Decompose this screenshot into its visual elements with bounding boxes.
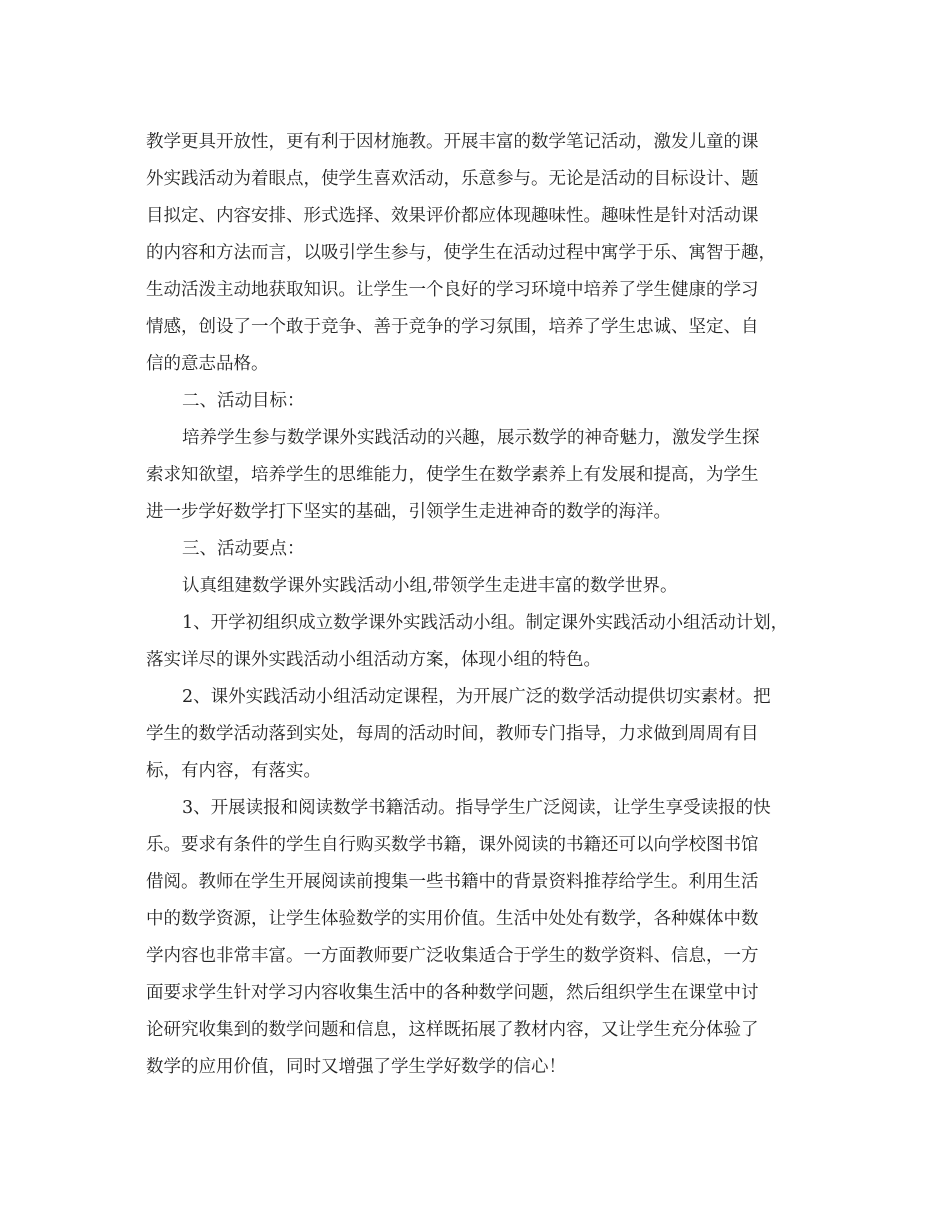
section-heading: 三、活动要点：	[182, 539, 305, 559]
body-line: 培养学生参与数学课外实践活动的兴趣，展示数学的神奇魅力，激发学生探	[182, 428, 760, 448]
body-line: 学生的数学活动落到实处，每周的活动时间，教师专门指导，力求做到周周有目	[146, 724, 759, 744]
body-line: 学内容也非常丰富。一方面教师要广泛收集适合于学生的数学资料、信息，一方	[146, 946, 759, 966]
body-line: 进一步学好数学打下坚实的基础，引领学生走进神奇的数学的海洋。	[146, 502, 671, 522]
body-line: 标，有内容，有落实。	[146, 761, 321, 781]
body-line: 生动活泼主动地获取知识。让学生一个良好的学习环境中培养了学生健康的学习	[146, 280, 759, 300]
body-line: 面要求学生针对学习内容收集生活中的各种数学问题，然后组织学生在课堂中讨	[146, 983, 759, 1003]
body-line: 3、开展读报和阅读数学书籍活动。指导学生广泛阅读，让学生享受读报的快	[182, 798, 771, 818]
body-line: 信的意志品格。	[146, 354, 269, 374]
body-line: 1、开学初组织成立数学课外实践活动小组。制定课外实践活动小组活动计划，	[182, 613, 789, 633]
body-line: 借阅。教师在学生开展阅读前搜集一些书籍中的背景资料推荐给学生。利用生活	[146, 872, 759, 892]
body-line: 外实践活动为着眼点，使学生喜欢活动，乐意参与。无论是活动的目标设计、题	[146, 169, 759, 189]
body-line: 2、课外实践活动小组活动定课程，为开展广泛的数学活动提供切实素材。把	[182, 687, 771, 707]
section-heading: 二、活动目标：	[182, 391, 305, 411]
body-line: 乐。要求有条件的学生自行购买数学书籍，课外阅读的书籍还可以向学校图书馆	[146, 835, 759, 855]
body-line: 论研究收集到的数学问题和信息，这样既拓展了教材内容，又让学生充分体验了	[146, 1020, 759, 1040]
body-line: 的内容和方法而言，以吸引学生参与，使学生在活动过程中寓学于乐、寓智于趣，	[146, 243, 776, 263]
body-line: 目拟定、内容安排、形式选择、效果评价都应体现趣味性。趣味性是针对活动课	[146, 206, 759, 226]
body-line: 中的数学资源，让学生体验数学的实用价值。生活中处处有数学，各种媒体中数	[146, 909, 759, 929]
body-line: 教学更具开放性，更有利于因材施教。开展丰富的数学笔记活动，激发儿童的课	[146, 132, 759, 152]
body-line: 数学的应用价值，同时又增强了学生学好数学的信心！	[146, 1057, 566, 1077]
body-line: 索求知欲望，培养学生的思维能力，使学生在数学素养上有发展和提高，为学生	[146, 465, 759, 485]
body-line: 情感，创设了一个敢于竞争、善于竞争的学习氛围，培养了学生忠诚、坚定、自	[146, 317, 759, 337]
body-line: 落实详尽的课外实践活动小组活动方案，体现小组的特色。	[146, 650, 601, 670]
body-line: 认真组建数学课外实践活动小组,带领学生走进丰富的数学世界。	[182, 576, 678, 596]
